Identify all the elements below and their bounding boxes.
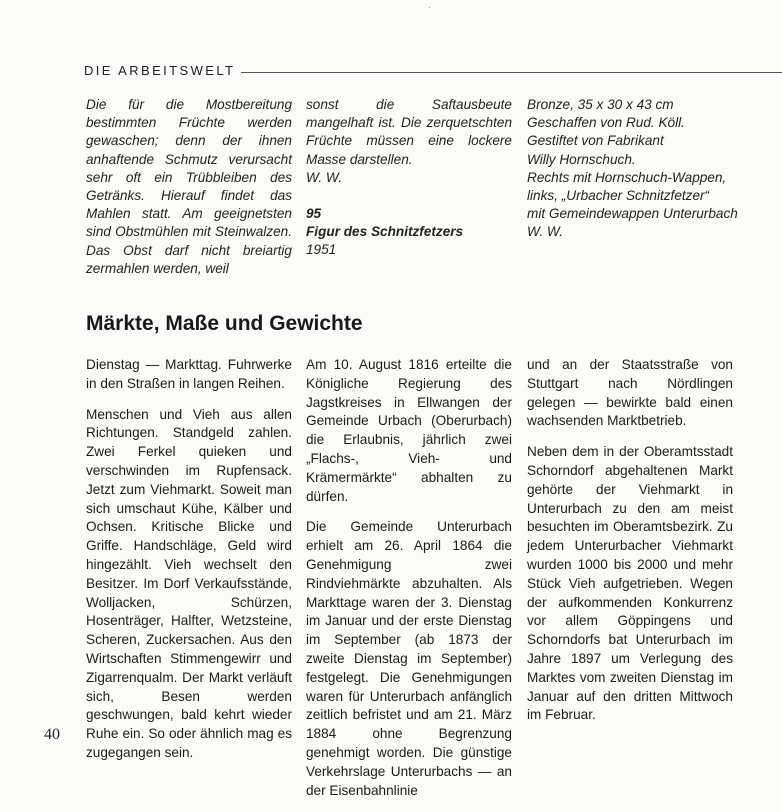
caption-line: Geschaffen von Rud. Köll. [527, 115, 685, 131]
catalog-year: 1951 [306, 242, 337, 258]
verlegung-paragraph: Neben dem in der Oberamtsstadt Schorndorf abgehaltenen Markt gehörte der Viehmarkt in Unterurbach zu den am meist besuchten im Oberamtsbezirk. Zu jedem Unterurbacher Viehmarkt wurden 1000 bis 2000 und mehr Stück Vieh aufgetrieben. Wegen der aufkommenden Konkurrenz vor allem Göppingens und Schorndorfs bat Unterurbach im Jahre 1897 um Verlegung des Marktes vom zweiten Dienstag im Januar auf den dritten Mittwoch im Februar. [527, 444, 733, 723]
caption-line: Bronze, 35 x 30 x 43 cm [527, 97, 674, 112]
section-label: DIE ARBEITSWELT [84, 62, 236, 78]
running-header [84, 60, 782, 80]
top-text-column-2 [306, 96, 512, 260]
mostbereitung-paragraph: Die für die Mostbereitung bestimmten Früchte werden gewaschen; denn der ihnen anhaftende Schmutz verursacht sehr oft ein Trübbleiben des Getränks. Hierauf findet das Mahlen statt. Am geeignetsten sind Obstmühlen mit Steinwalzen. Das Obst darf nicht breiartig zermahlen werden, weil [86, 97, 292, 276]
section-column-3 [527, 356, 733, 737]
author-initials: W. W. [306, 169, 342, 185]
section-title: Märkte, Maße und Gewichte [86, 312, 363, 335]
caption-line: Rechts mit Hornschuch-Wappen, [527, 169, 727, 185]
erlaubnis-paragraph: Am 10. August 1816 erteilte die Königliche Regierung des Jagstkreises in Ellwangen der Gemeinde Urbach (Oberurbach) die Erlaubnis, jährlich zwei „Flachs-, Vieh- und Krämermärkte“ abhalten zu dürfen. [306, 357, 512, 504]
section-column-2 [306, 356, 512, 812]
genehmigung-paragraph: Die Gemeinde Unterurbach erhielt am 26. April 1864 die Genehmigung zwei Rindviehmärkte abzuhalten. Als Markttage waren der 3. Dienstag im Januar und der erste Dienstag im September (ab 1873 der zweite Dienstag im September) festgelegt. Die Genehmigungen waren für Unterurbach anfänglich zeitlich befristet und am 21. März 1884 ohne Begrenzung genehmigt worden. Die günstige Verkehrslage Unterurbachs — an der Eisenbahnlinie [306, 519, 512, 798]
header-rule [241, 72, 782, 73]
caption-line: Gestiftet von Fabrikant [527, 133, 664, 149]
caption-author: W. W. [527, 224, 563, 240]
top-text-column-3 [527, 96, 741, 242]
saftausbeute-paragraph: sonst die Saftausbeute mangelhaft ist. Die zerquetschten Früchte müssen eine lockere Masse darstellen. [306, 97, 512, 167]
marktbetrieb-paragraph: und an der Staatsstraße von Stuttgart nach Nördlingen gelegen — bewirkte bald einen wachsenden Marktbetrieb. [527, 357, 733, 429]
markttag-paragraph: Dienstag — Markttag. Fuhrwerke in den Straßen in langen Reihen. [86, 357, 292, 391]
viehmarkt-paragraph: Menschen und Vieh aus allen Richtungen. Standgeld zahlen. Zwei Ferkel quieken und verschwinden im Rupfensack. Jetzt zum Viehmarkt. Soweit man sich umschaut Kühe, Kälber und Ochsen. Kritische Blicke und Griffe. Handschläge, Geld wird hingezählt. Vieh wechselt den Besitzer. Im Dorf Verkaufsstände, Wolljacken, Schürzen, Hosenträger, Halfter, Wetzsteine, Scheren, Zuckersachen. Aus den Wirtschaften Stimmengewirr und Zigarrenqualm. Der Markt verläuft sich, Besen werden geschwungen, bald kehrt wieder Ruhe ein. So oder ähnlich mag es zugegangen sein. [86, 406, 292, 760]
top-text-column-1 [86, 96, 292, 278]
caption-line: mit Gemeindewappen Unterurbach [527, 206, 738, 222]
caption-line: Willy Hornschuch. [527, 151, 636, 167]
page-number: 40 [44, 726, 60, 743]
section-column-1 [86, 356, 292, 775]
catalog-number: 95 [306, 206, 322, 222]
scan-mark: · [428, 3, 431, 12]
caption-line: links, „Urbacher Schnitzfetzer“ [527, 188, 710, 204]
catalog-title: Figur des Schnitzfetzers [306, 224, 464, 240]
